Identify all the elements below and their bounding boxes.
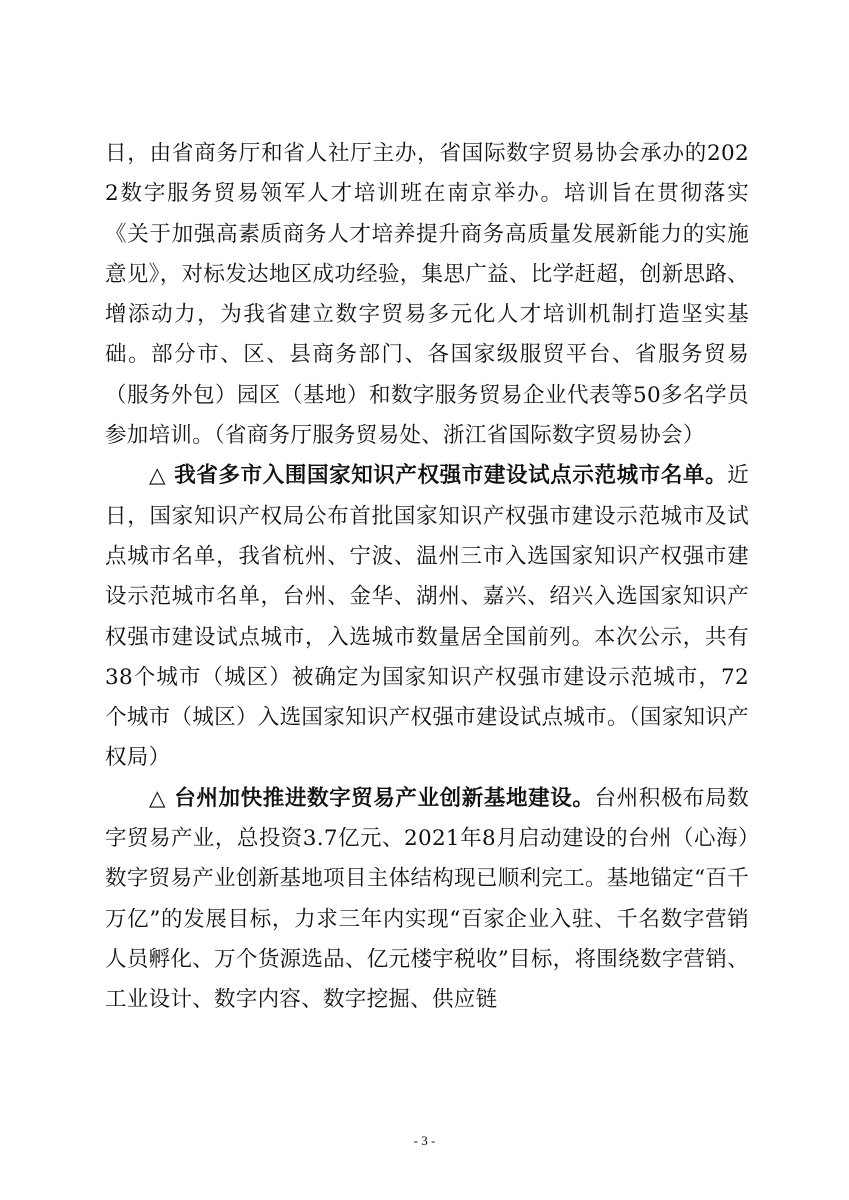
paragraph-text: 台州积极布局数字贸易产业，总投资3.7亿元、2021年8月启动建设的台州（心海）数字贸易产业创新基地项目主体结构现已顺利完工。基地锚定“百千万亿”的发展目标，力求三年内实现“百家企业入驻、千名数字营销人员孵化、万个货源选品、亿元楼宇税收”目标，将围绕数字营销、工业设计、数字内容、数字挖掘、供应链 (105, 785, 749, 1013)
paragraph-headline: △ 我省多市入围国家知识产权强市建设试点示范城市名单。 (149, 463, 728, 489)
paragraph-text: 日，由省商务厅和省人社厅主办，省国际数字贸易协会承办的2022数字服务贸易领军人才培训班在南京举办。培训旨在贯彻落实《关于加强高素质商务人才培养提升商务高质量发展新能力的实施意见》，对标发达地区成功经验，集思广益、比学赶超，创新思路、增添动力，为我省建立数字贸易多元化人才培训机制打造坚实基础。部分市、区、县商务部门、各国家级服贸平台、省服务贸易（服务外包）园区（基地）和数字服务贸易企业代表等50多名学员参加培训。（省商务厅服务贸易处、浙江省国际数字贸易协会） (105, 141, 749, 449)
paragraph-taizhou-news (105, 779, 749, 1021)
paragraph-training-news (105, 134, 749, 456)
paragraph-headline: △ 台州加快推进数字贸易产业创新基地建设。 (149, 785, 595, 811)
paragraph-ip-cities-news (105, 456, 749, 778)
page-number: - 3 - (413, 1133, 436, 1148)
document-body (105, 134, 749, 1021)
paragraph-text: 近日，国家知识产权局公布首批国家知识产权强市建设示范城市及试点城市名单，我省杭州、宁波、温州三市入选国家知识产权强市建设示范城市名单，台州、金华、湖州、嘉兴、绍兴入选国家知识产权强市建设试点城市，入选城市数量居全国前列。本次公示，共有38个城市（城区）被确定为国家知识产权强市建设示范城市，72个城市（城区）入选国家知识产权强市建设试点城市。（国家知识产权局） (105, 463, 749, 771)
